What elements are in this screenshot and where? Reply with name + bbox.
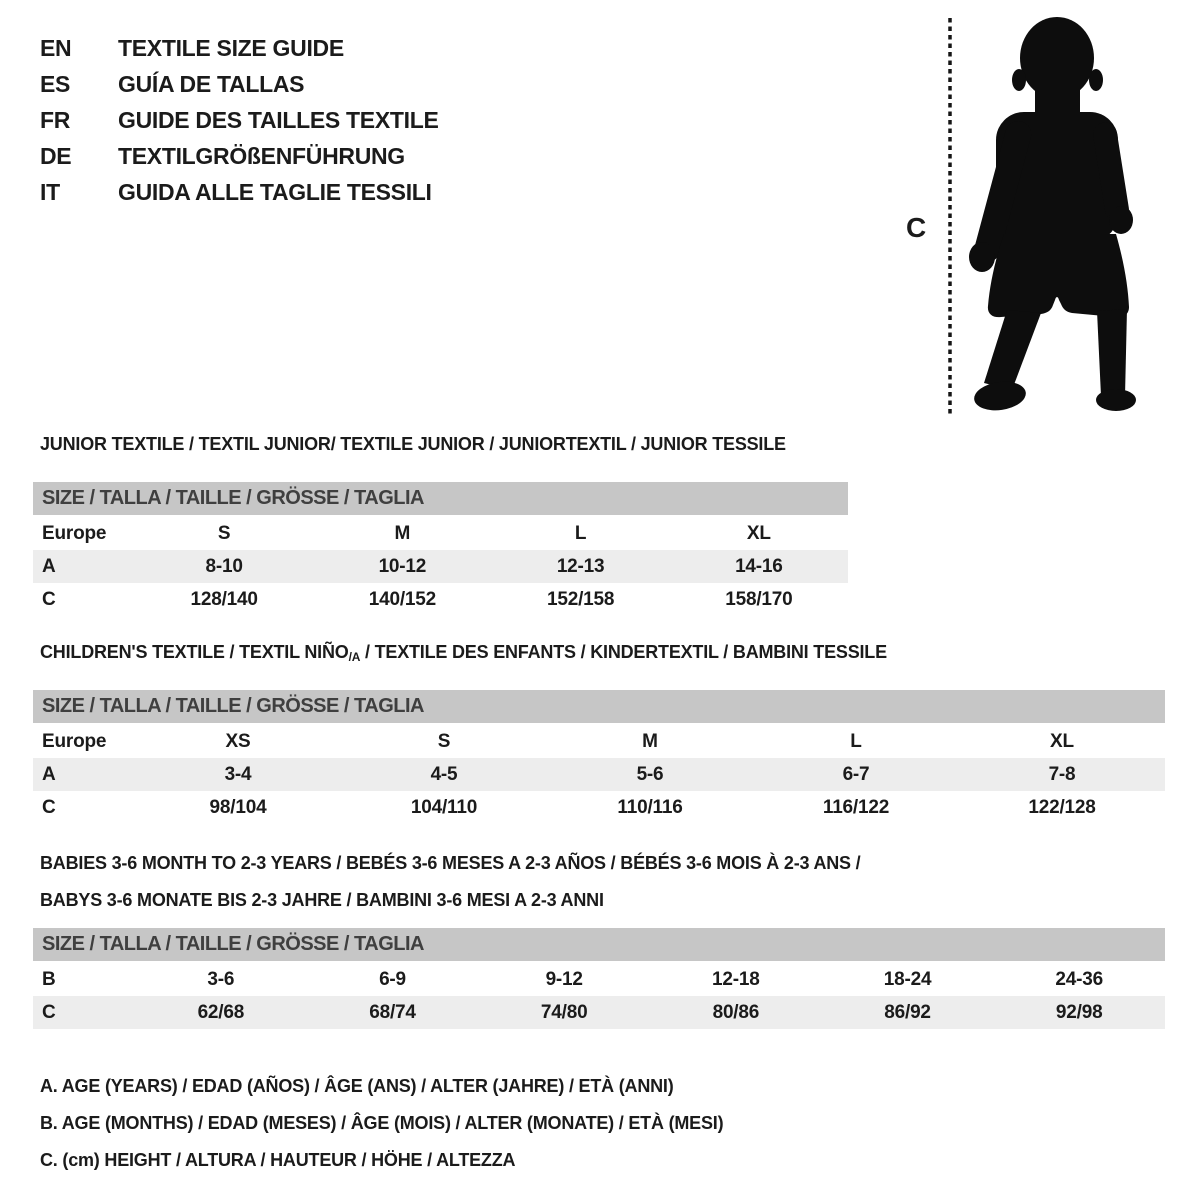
children-size-table xyxy=(33,690,1165,824)
measurement-legend xyxy=(40,1068,723,1179)
babies-title-line1: BABIES 3-6 MONTH TO 2-3 YEARS / BEBÉS 3-6 MESES A 2-3 AÑOS / BÉBÉS 3-6 MOIS À 2-3 ANS / xyxy=(40,853,861,873)
row-label: C xyxy=(42,1001,56,1023)
table-cell: 12-18 xyxy=(712,968,760,990)
table-header-row xyxy=(33,725,1165,758)
size-header-bar: SIZE / TALLA / TAILLE / GRÖSSE / TAGLIA xyxy=(33,928,1165,961)
table-cell: 9-12 xyxy=(545,968,583,990)
table-cell: 122/128 xyxy=(1028,796,1096,818)
children-section-title xyxy=(40,642,887,664)
table-cell: 152/158 xyxy=(546,588,615,610)
table-cell: 18-24 xyxy=(883,968,932,990)
table-cell: 158/170 xyxy=(725,588,793,610)
table-cell: 68/74 xyxy=(369,1001,416,1023)
table-cell: 110/116 xyxy=(617,796,683,818)
language-label: TEXTILGRÖßENFÜHRUNG xyxy=(118,142,405,169)
language-row xyxy=(40,66,439,102)
row-label: Europe xyxy=(42,522,107,544)
language-label: GUÍA DE TALLAS xyxy=(118,70,305,97)
language-row xyxy=(40,138,439,174)
table-cell: 10-12 xyxy=(378,555,427,577)
table-row xyxy=(33,583,848,616)
table-cell: 6-7 xyxy=(842,763,870,785)
legend-line-a: A. AGE (YEARS) / EDAD (AÑOS) / ÂGE (ANS) / ALTER (JAHRE) / ETÀ (ANNI) xyxy=(40,1076,674,1096)
babies-size-table xyxy=(33,928,1165,1029)
table-cell: 80/86 xyxy=(712,1001,760,1023)
table-row xyxy=(33,996,1165,1029)
table-cell: 8-10 xyxy=(205,555,243,577)
language-row xyxy=(40,174,439,210)
table-header-row xyxy=(33,517,848,550)
legend-line-c: C. (cm) HEIGHT / ALTURA / HAUTEUR / HÖHE / ALTEZZA xyxy=(40,1150,516,1170)
language-code: FR xyxy=(40,106,71,133)
junior-section-title: JUNIOR TEXTILE / TEXTIL JUNIOR/ TEXTILE JUNIOR / JUNIORTEXTIL / JUNIOR TESSILE xyxy=(40,434,786,454)
junior-size-table xyxy=(33,482,848,616)
table-cell: 86/92 xyxy=(884,1001,931,1023)
column-header: L xyxy=(574,522,587,544)
table-row xyxy=(33,963,1165,996)
row-label: C xyxy=(42,588,56,610)
column-header: XL xyxy=(1050,730,1074,752)
table-cell: 14-16 xyxy=(735,555,783,577)
table-cell: 92/98 xyxy=(1055,1001,1103,1023)
table-row xyxy=(33,791,1165,824)
language-code: IT xyxy=(40,178,60,205)
language-label: TEXTILE SIZE GUIDE xyxy=(118,34,344,61)
table-row xyxy=(33,550,848,583)
column-header: L xyxy=(850,730,862,752)
column-header: XL xyxy=(746,522,771,544)
table-cell: 116/122 xyxy=(822,796,890,818)
children-title-subscript: /A xyxy=(348,650,361,664)
row-label: B xyxy=(42,968,56,990)
babies-title-line2: BABYS 3-6 MONATE BIS 2-3 JAHRE / BAMBINI 3-6 MESI A 2-3 ANNI xyxy=(40,890,604,910)
toddler-silhouette-icon xyxy=(900,14,1140,420)
table-cell: 4-5 xyxy=(430,763,458,785)
table-cell: 98/104 xyxy=(209,796,267,818)
row-label: A xyxy=(42,763,56,785)
row-label: C xyxy=(42,796,56,818)
column-header: S xyxy=(217,522,231,544)
row-label: A xyxy=(42,555,56,577)
language-row xyxy=(40,30,439,66)
table-row xyxy=(33,758,1165,791)
height-measure-label: C xyxy=(906,212,926,243)
language-row xyxy=(40,102,439,138)
language-code: DE xyxy=(40,142,72,169)
language-label: GUIDA ALLE TAGLIE TESSILI xyxy=(118,178,432,205)
table-cell: 128/140 xyxy=(190,588,258,610)
table-cell: 74/80 xyxy=(540,1001,588,1023)
table-cell: 62/68 xyxy=(197,1001,245,1023)
row-label: Europe xyxy=(42,730,107,752)
size-header-bar: SIZE / TALLA / TAILLE / GRÖSSE / TAGLIA xyxy=(33,482,848,515)
table-cell: 3-6 xyxy=(207,968,235,990)
language-code: ES xyxy=(40,70,71,97)
column-header: M xyxy=(642,730,658,752)
legend-line-b: B. AGE (MONTHS) / EDAD (MESES) / ÂGE (MOIS) / ALTER (MONATE) / ETÀ (MESI) xyxy=(40,1113,724,1133)
table-cell: 140/152 xyxy=(368,588,437,610)
table-cell: 104/110 xyxy=(410,796,478,818)
column-header: S xyxy=(437,730,451,752)
language-code: EN xyxy=(40,34,72,61)
table-cell: 7-8 xyxy=(1048,763,1076,785)
table-cell: 24-36 xyxy=(1055,968,1103,990)
table-cell: 3-4 xyxy=(224,763,252,785)
table-cell: 6-9 xyxy=(379,968,406,990)
language-label: GUIDE DES TAILLES TEXTILE xyxy=(118,106,439,133)
table-cell: 5-6 xyxy=(636,763,664,785)
babies-section-title xyxy=(40,845,860,919)
table-cell: 12-13 xyxy=(556,555,605,577)
column-header: M xyxy=(394,522,411,544)
children-title-text: CHILDREN'S TEXTILE / TEXTIL NIÑO xyxy=(40,642,349,662)
column-header: XS xyxy=(225,730,251,752)
size-header-bar: SIZE / TALLA / TAILLE / GRÖSSE / TAGLIA xyxy=(33,690,1165,723)
language-title-list xyxy=(40,30,439,210)
children-title-text: / TEXTILE DES ENFANTS / KINDERTEXTIL / BAMBINI TESSILE xyxy=(360,642,887,662)
